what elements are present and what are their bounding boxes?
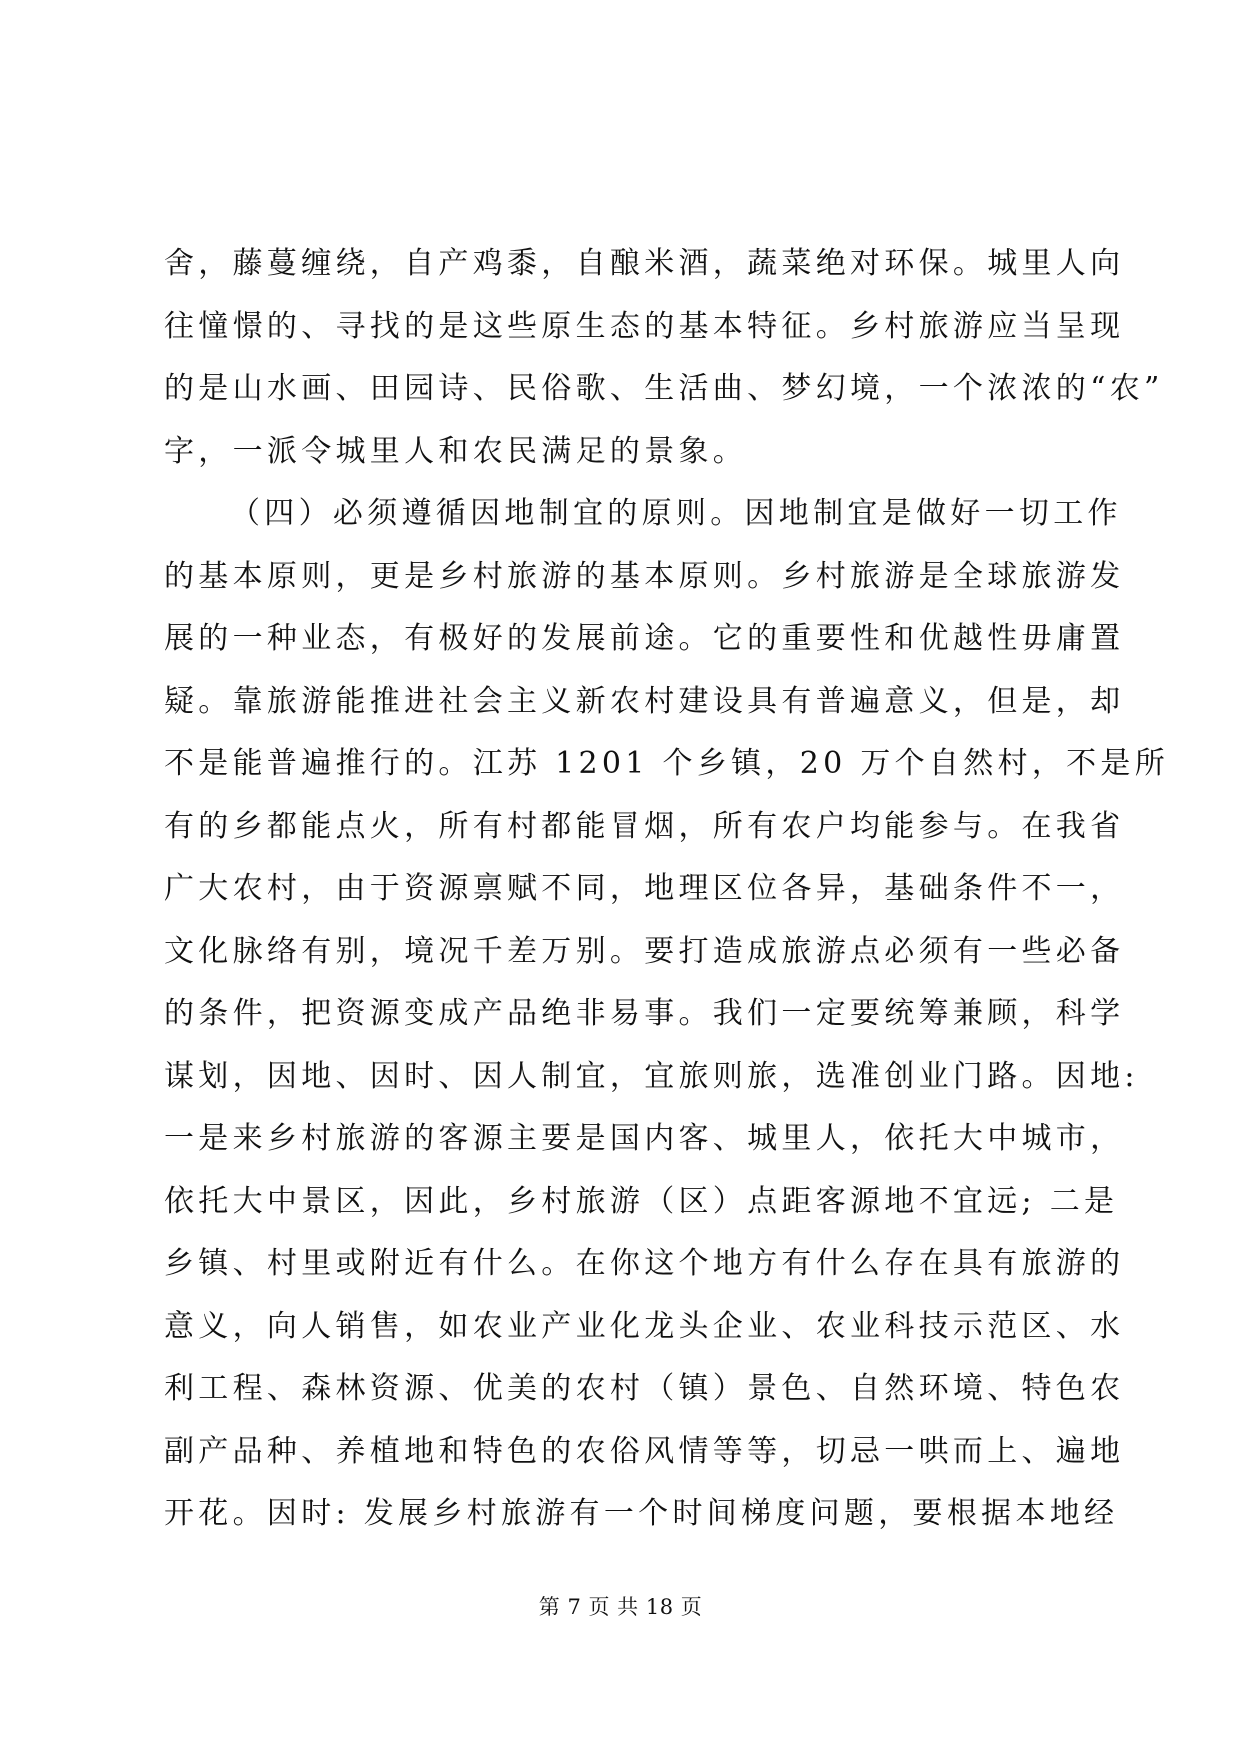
text-line: 文化脉络有别，境况千差万别。要打造成旅游点必须有一些必备	[164, 933, 1125, 969]
text-line: 一是来乡村旅游的客源主要是国内客、城里人，依托大中城市，	[164, 1121, 1125, 1156]
text-line: 疑。靠旅游能推进社会主义新农村建设具有普遍意义，但是，却	[164, 683, 1125, 719]
body-text	[164, 233, 1170, 1546]
text-line: 谋划，因地、因时、因人制宜，宜旅则旅，选准创业门路。因地:	[164, 1058, 1139, 1094]
text-line: 展的一种业态，有极好的发展前途。它的重要性和优越性毋庸置	[164, 621, 1125, 656]
text-line: 乡镇、村里或附近有什么。在你这个地方有什么存在具有旅游的	[164, 1246, 1125, 1281]
text-line: 有的乡都能点火，所有村都能冒烟，所有农户均能参与。在我省	[164, 808, 1125, 844]
page-number-footer: 第 7 页 共 18 页	[538, 1595, 703, 1619]
text-line: 的是山水画、田园诗、民俗歌、生活曲、梦幻境，一个浓浓的“农”	[164, 371, 1164, 406]
text-line: 舍，藤蔓缠绕，自产鸡黍，自酿米酒，蔬菜绝对环保。城里人向	[164, 246, 1125, 281]
text-line: 的基本原则，更是乡村旅游的基本原则。乡村旅游是全球旅游发	[164, 558, 1125, 594]
text-line: 的条件，把资源变成产品绝非易事。我们一定要统筹兼顾，科学	[164, 996, 1125, 1031]
text-line: 利工程、森林资源、优美的农村（镇）景色、自然环境、特色农	[164, 1371, 1125, 1406]
text-line: 广大农村，由于资源禀赋不同，地理区位各异，基础条件不一，	[164, 871, 1125, 906]
text-line: 往憧憬的、寻找的是这些原生态的基本特征。乡村旅游应当呈现	[164, 308, 1125, 344]
text-line: 副产品种、养植地和特色的农俗风情等等，切忌一哄而上、遍地	[164, 1433, 1125, 1469]
text-line: 依托大中景区，因此，乡村旅游（区）点距客源地不宜远; 二是	[164, 1183, 1119, 1219]
paragraph-start-line: （四）必须遵循因地制宜的原则。因地制宜是做好一切工作	[230, 496, 1122, 531]
text-line: 字，一派令城里人和农民满足的景象。	[164, 433, 748, 469]
text-line: 不是能普遍推行的。江苏 1201 个乡镇，20 万个自然村，不是所	[164, 746, 1170, 781]
text-line: 意义，向人销售，如农业产业化龙头企业、农业科技示范区、水	[164, 1308, 1125, 1344]
text-line: 开花。因时: 发展乡村旅游有一个时间梯度问题，要根据本地经	[164, 1496, 1119, 1531]
